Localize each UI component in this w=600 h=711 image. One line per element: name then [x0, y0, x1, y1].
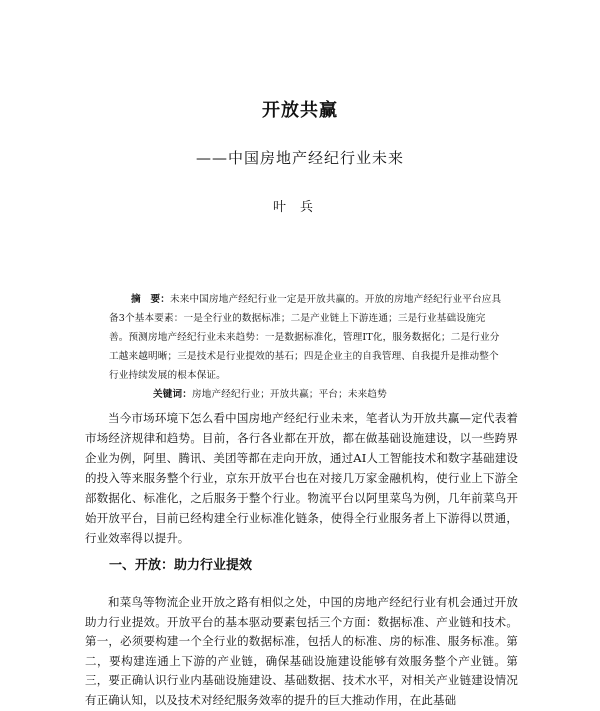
abstract-paragraph [109, 290, 502, 385]
keywords-line [109, 385, 502, 404]
body-paragraph-2: 和菜鸟等物流企业开放之路有相似之处，中国的房地产经纪行业有机会通过开放助力行业提效。开放平台的基本驱动要素包括三个方面：数据标准、产业链和技术。第一，必须要构建一个全行业的数据标准，包括人的标准、房的标准、服务标准。第二，要构建连通上下游的产业链，确保基础设施建设能够有效服务整个产业链。第三，要正确认识行业内基础设施建设、基础数据、技术水平，对相关产业链建设情况有正确认知，以及技术对经纪服务效率的提升的巨大推动作用，在此基础 [85, 595, 518, 707]
abstract-label: 摘 要： [131, 294, 170, 305]
body-section-1 [85, 593, 518, 710]
body-paragraph-1: 当今市场环境下怎么看中国房地产经纪行业未来，笔者认为开放共赢—定代表着市场经济规律和趋势。目前，各行各业都在开放，都在做基础设施建设，以一些跨界企业为例，阿里、腾讯、美团等都在走向开放，通过AI人工智能技术和数字基础建设的投入等来服务整个行业，京东开放平台也在对接几万家金融机构，使行业上下游全部数据化、标准化，之后服务于整个行业。物流平台以阿里菜鸟为例，几年前菜鸟开始开放平台，目前已经构建全行业标准化链条，使得全行业服务者上下游得以贯通，行业效率得以提升。 [85, 411, 518, 545]
body-intro [85, 408, 518, 548]
abstract-block [109, 290, 502, 404]
abstract-text: 未来中国房地产经纪行业一定是开放共赢的。开放的房地产经纪行业平台应具备3个基本要素：一是全行业的数据标准；二是产业链上下游连通；三是行业基础设施完善。预测房地产经纪行业未来趋势：一是数据标准化，管理IT化，服务数据化；二是行业分工越来越明晰；三是技术是行业提效的基石；四是企业主的自我管理、自我提升是推动整个行业持续发展的根本保证。 [109, 294, 502, 381]
article-subtitle: ——中国房地产经纪行业未来 [195, 149, 404, 167]
author-name: 叶兵 [272, 200, 327, 215]
section-heading-1: 一、开放：助力行业提效 [109, 558, 253, 573]
keywords-label: 关键词： [153, 389, 192, 400]
keywords-text: 房地产经纪行业；开放共赢；平台；未来趋势 [191, 389, 387, 400]
article-title: 开放共赢 [262, 100, 338, 121]
